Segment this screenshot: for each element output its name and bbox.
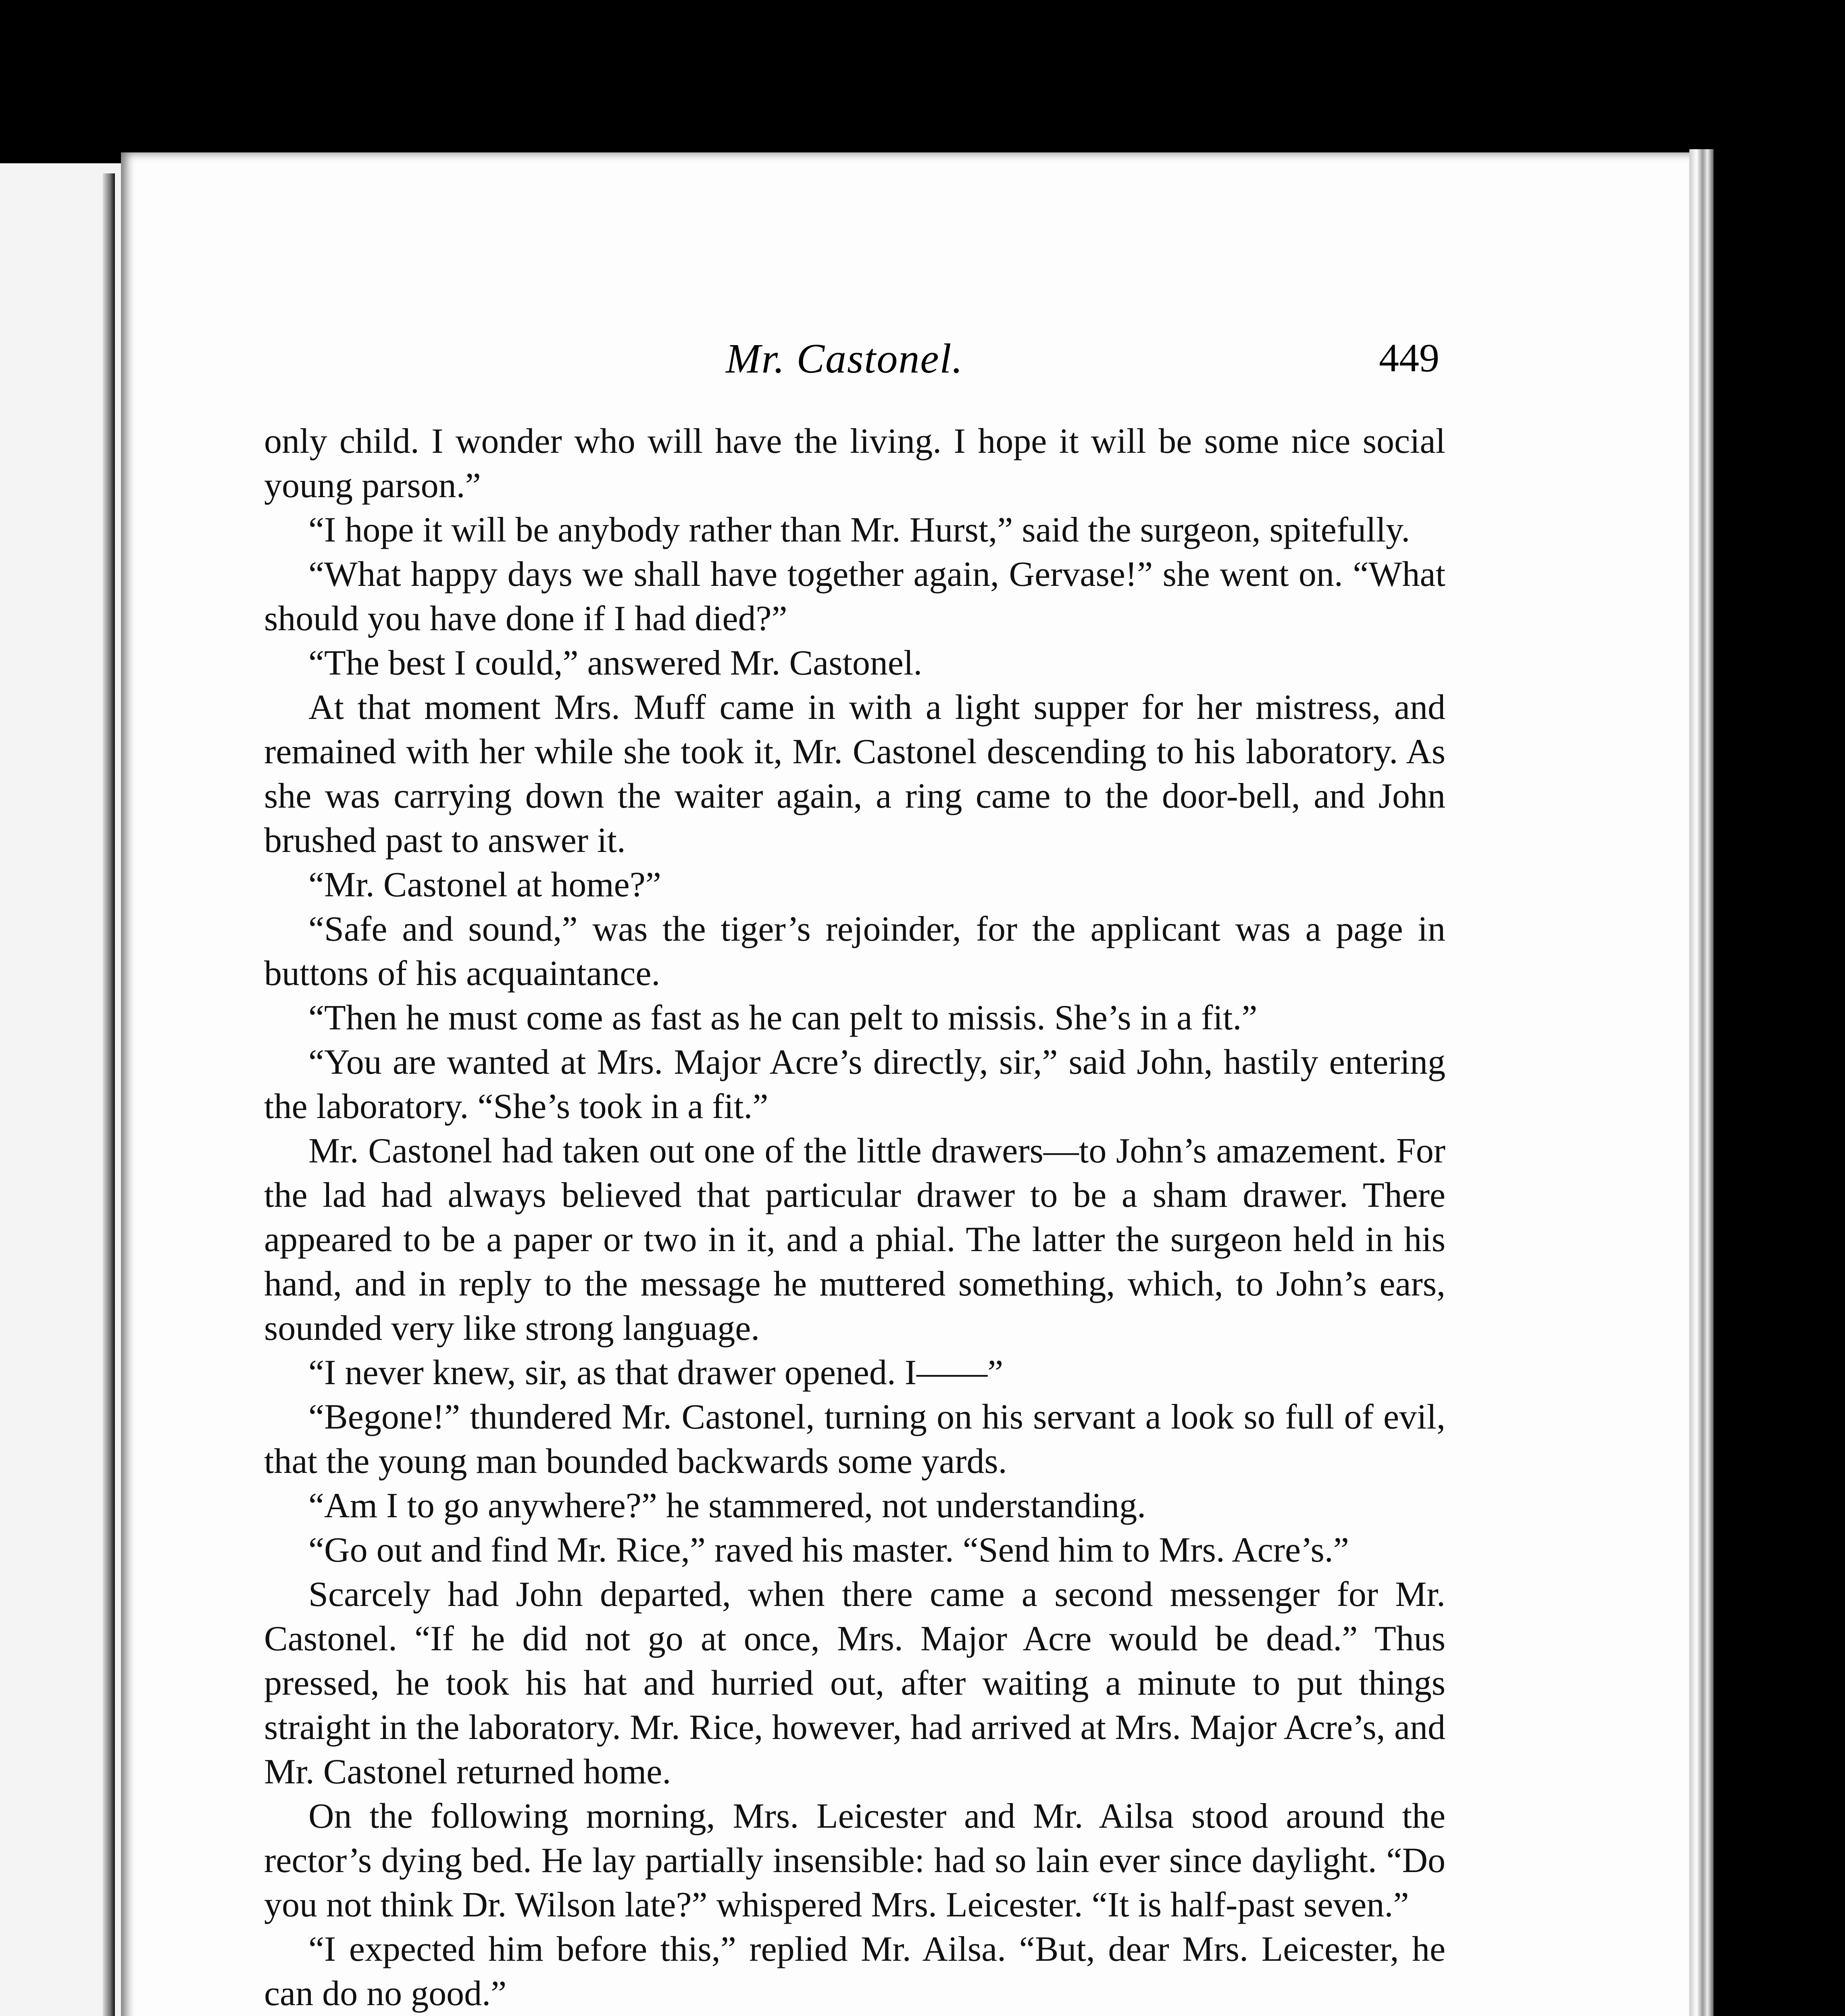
paragraph: “Then he must come as fast as he can pelt to missis. She’s in a fit.” xyxy=(308,998,1258,1037)
paragraph: “Mr. Castonel at home?” xyxy=(308,865,661,904)
paragraph: “You are wanted at Mrs. Major Acre’s directly, sir,” said John, hastily entering the laboratory. “She’s took in a fit.” xyxy=(264,1043,1445,1126)
paragraph: “What happy days we shall have together again, Gervase!” she went on. “What should you have done if I had died?” xyxy=(264,555,1445,638)
paragraph: “Am I to go anywhere?” he stammered, not understanding. xyxy=(308,1486,1146,1525)
running-title: Mr. Castonel. xyxy=(726,335,964,382)
paragraph: “Safe and sound,” was the tiger’s rejoinder, for the applicant was a page in buttons of his acquaintance. xyxy=(264,910,1445,993)
paragraph: At that moment Mrs. Muff came in with a light supper for her mistress, and remained with her while she took it, Mr. Castonel descending to his laboratory. As she was carrying down the waiter again, a ring came to the door-bell, and John brushed past to answer it. xyxy=(264,688,1445,860)
paragraph: “I expected him before this,” replied Mr. Ailsa. “But, dear Mrs. Leicester, he can do no good.” xyxy=(264,1930,1445,2013)
running-head xyxy=(718,335,1439,383)
paragraph: “I hope it will be anybody rather than Mr. Hurst,” said the surgeon, spitefully. xyxy=(308,510,1410,550)
page-number: 449 xyxy=(1379,335,1439,380)
page-stack-edge xyxy=(1689,149,1714,2016)
paragraph: Scarcely had John departed, when there came a second messenger for Mr. Castonel. “If he did not go at once, Mrs. Major Acre would be dead.” Thus pressed, he took his hat and hurried out, after waiting a minute to put things straight in the laboratory. Mr. Rice, however, had arrived at Mrs. Major Acre’s, and Mr. Castonel returned home. xyxy=(264,1575,1445,1791)
paragraph: “Begone!” thundered Mr. Castonel, turning on his servant a look so full of evil, that the young man bounded backwards some yards. xyxy=(264,1397,1445,1481)
body-text xyxy=(264,419,1445,2016)
book-gutter xyxy=(103,173,115,2016)
paragraph: On the following morning, Mrs. Leicester and Mr. Ailsa stood around the rector’s dying bed. He lay partially insensible: had so lain ever since daylight. “Do you not think Dr. Wilson late?” whispered Mrs. Leicester. “It is half-past seven.” xyxy=(264,1797,1445,1924)
paragraph: Mr. Castonel had taken out one of the little drawers—to John’s amazement. For the lad had always believed that particular drawer to be a sham drawer. There appeared to be a paper or two in it, and a phial. The latter the surgeon held in his hand, and in reply to the message he muttered something, which, to John’s ears, sounded very like strong language. xyxy=(264,1131,1445,1348)
paragraph: “The best I could,” answered Mr. Castonel. xyxy=(308,644,922,683)
paragraph: “I never knew, sir, as that drawer opened. I——” xyxy=(308,1353,1004,1392)
paragraph: only child. I wonder who will have the living. I hope it will be some nice social young parson.” xyxy=(264,422,1445,505)
paragraph: “Go out and find Mr. Rice,” raved his master. “Send him to Mrs. Acre’s.” xyxy=(308,1531,1349,1570)
